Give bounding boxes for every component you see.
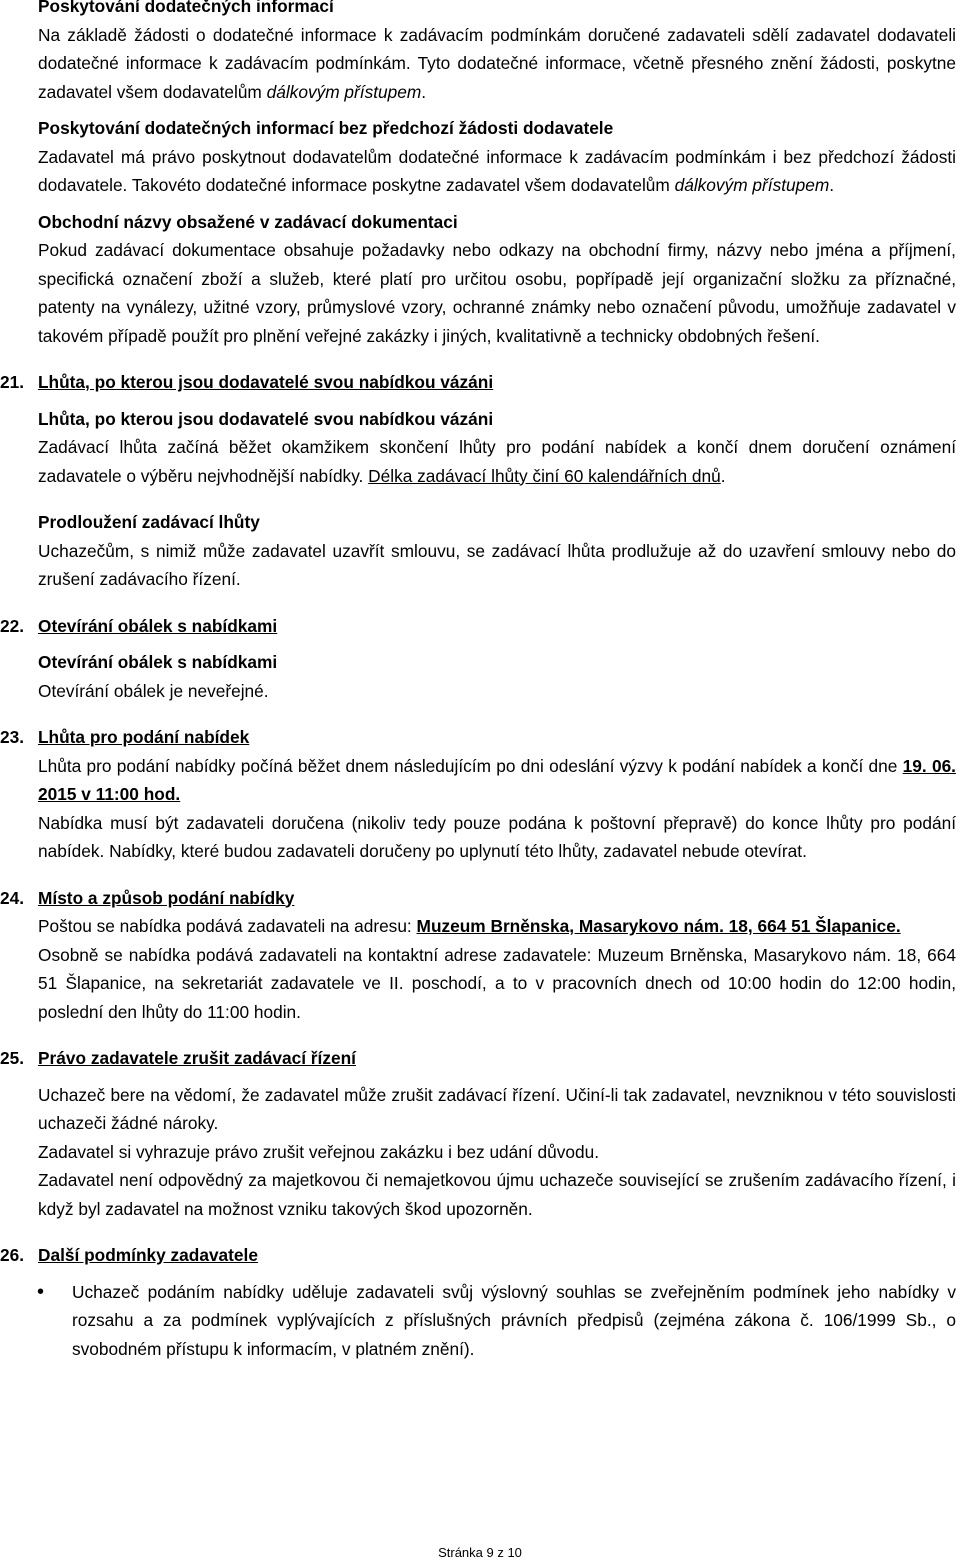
- section-heading: Poskytování dodatečných informací bez předchozí žádosti dodavatele: [38, 118, 614, 138]
- paragraph: Nabídka musí být zadavateli doručena (nikoliv tedy pouze podána k poštovní přepravě) do konce lhůty pro podání nabídek. Nabídky, které budou zadavateli doručeny po uplynutí této lhůty, zadavatel nebude otevírat.: [38, 812, 956, 861]
- paragraph: Uchazečům, s nimiž může zadavatel uzavřít smlouvu, se zadávací lhůta prodlužuje až do uzavření smlouvy nebo do zrušení zadávacího řízení.: [38, 540, 956, 589]
- paragraph: Otevírání obálek je neveřejné.: [38, 680, 269, 701]
- paragraph: Zadavatel není odpovědný za majetkovou či nemajetkovou újmu uchazeče související se zrušením zadávacího řízení, i když byl zadavatel na možnost vzniku takových škod upozorněn.: [38, 1170, 956, 1219]
- subsection-heading: Prodloužení zadávací lhůty: [38, 512, 260, 532]
- postal-address: Muzeum Brněnska, Masarykovo nám. 18, 664 51 Šlapanice.: [416, 916, 901, 936]
- section-22-heading: 22. Otevírání obálek s nabídkami: [0, 615, 278, 636]
- bullet-icon: •: [37, 1280, 45, 1303]
- conditions-list: [38, 1278, 956, 1364]
- paragraph: Osobně se nabídka podává zadavateli na kontaktní adrese zadavatele: Muzeum Brněnska, Masarykovo nám. 18, 664 51 Šlapanice, na sekretariát zadavatele ve II. poschodí, a to v pracovních dnech od 10:00 hodin do 12:00 hodin, poslední den lhůty do 11:00 hodin.: [38, 944, 956, 1022]
- paragraph: Uchazeč bere na vědomí, že zadavatel může zrušit zadávací řízení. Učiní-li tak zadavatel, nevzniknou v této souvislosti uchazeči žádné nároky.: [38, 1084, 956, 1133]
- paragraph: Na základě žádosti o dodatečné informace k zadávacím podmínkám doručené zadavateli sdělí zadavatel dodavateli dodatečné informace k zadávacím podmínkám. Tyto dodatečné informace, včetně přesného znění žádosti, poskytne zadavatel všem dodavatelům dálkovým přístupem.: [38, 24, 956, 102]
- subsection-heading: Lhůta, po kterou jsou dodavatelé svou nabídkou vázáni: [38, 408, 494, 429]
- paragraph: Pokud zadávací dokumentace obsahuje požadavky nebo odkazy na obchodní firmy, názvy nebo jména a příjmení, specifická označení zboží a služeb, které platí pro určitou osobu, popřípadě její organizační složku za příznačné, patenty na vynálezy, užitné vzory, průmyslové vzory, ochranné známky nebo označení původu, umožňuje zadavatel v takovém případě použít pro plnění veřejné zakázky i jiných, kvalitativně a technicky obdobných řešení.: [38, 240, 956, 346]
- section-heading: Poskytování dodatečných informací: [38, 0, 334, 16]
- paragraph: Poštou se nabídka podává zadavateli na adresu: Muzeum Brněnska, Masarykovo nám. 18, 664 51 Šlapanice.: [38, 916, 901, 936]
- section-26-heading: 26. Další podmínky zadavatele: [0, 1245, 258, 1265]
- section-23-heading: 23. Lhůta pro podání nabídek: [0, 727, 250, 747]
- page-footer: Stránka 9 z 10: [438, 1545, 522, 1560]
- section-heading: Obchodní názvy obsažené v zadávací dokumentaci: [38, 211, 458, 232]
- section-25-heading: 25. Právo zadavatele zrušit zadávací řízení: [0, 1048, 356, 1068]
- paragraph: Lhůta pro podání nabídky počíná běžet dnem následujícím po dni odeslání výzvy k podání nabídek a končí dne 19. 06. 2015 v 11:00 hod.: [38, 755, 956, 804]
- paragraph: Zadávací lhůta začíná běžet okamžikem skončení lhůty pro podání nabídek a končí dnem doručení oznámení zadavatele o výběru nejvhodnější nabídky. Délka zadávací lhůty činí 60 kalendářních dnů.: [38, 437, 956, 486]
- section-24-heading: 24. Místo a způsob podání nabídky: [0, 887, 295, 908]
- paragraph: Zadavatel má právo poskytnout dodavatelům dodatečné informace k zadávacím podmínkám i bez předchozí žádosti dodavatele. Takovéto dodatečné informace poskytne zadavatel všem dodavatelům dálkovým přístupem.: [38, 146, 956, 195]
- paragraph: Zadavatel si vyhrazuje právo zrušit veřejnou zakázku i bez udání důvodu.: [38, 1141, 599, 1162]
- section-21-heading: 21. Lhůta, po kterou jsou dodavatelé svou nabídkou vázáni: [0, 372, 494, 392]
- list-item: • Uchazeč podáním nabídky uděluje zadavateli svůj výslovný souhlas se zveřejněním podmínek jeho nabídky v rozsahu a za podmínek vyplývajících z příslušných právních předpisů (zejména zákona č. 106/1999 Sb., o svobodném přístupu k informacím, v platném znění).: [38, 1278, 956, 1364]
- deadline-date: 19. 06. 2015 v 11:00 hod.: [38, 755, 956, 804]
- subsection-heading: Otevírání obálek s nabídkami: [38, 652, 278, 672]
